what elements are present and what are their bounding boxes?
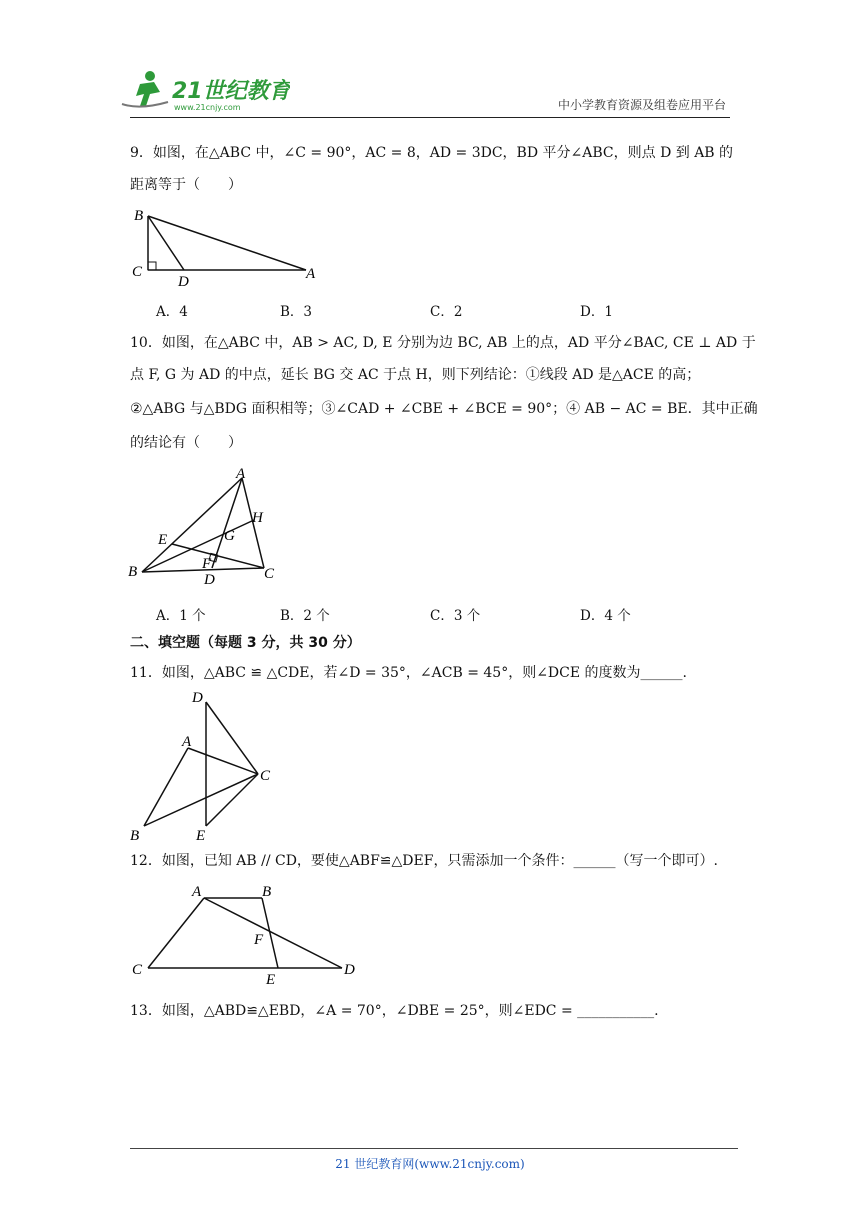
q13-line1: 13．如图，△ABD≌△EBD，∠A = 70°，∠DBE = 25°，则∠EDC = ___________.	[130, 1003, 659, 1019]
q10-label-h: H	[252, 510, 263, 526]
q9-option-c[interactable]: C．2	[430, 304, 463, 320]
q11-label-d: D	[192, 690, 203, 706]
q11-figure	[128, 684, 278, 848]
q10-label-a: A	[236, 468, 246, 482]
q10-line3: ②△ABG 与△BDG 面积相等；③∠CAD + ∠CBE + ∠BCE = 90°；④ AB − AC = BE．其中正确	[130, 401, 758, 417]
header-divider	[130, 117, 730, 118]
runner-icon	[122, 71, 168, 107]
q12-label-d: D	[344, 962, 355, 978]
q12-label-a: A	[192, 884, 202, 900]
q9-label-b: B	[134, 208, 144, 224]
q10-option-b[interactable]: B．2 个	[280, 608, 330, 624]
q9-figure	[128, 204, 328, 292]
q10-option-a[interactable]: A．1 个	[156, 608, 206, 624]
q10-line2: 点 F, G 为 AD 的中点，延长 BG 交 AC 于点 H，则下列结论：①线段 AD 是△ACE 的高；	[130, 367, 701, 383]
section-title-fill-in: 二、填空题（每题 3 分，共 30 分）	[130, 635, 361, 651]
q12-figure	[128, 880, 368, 994]
q9-line2: 距离等于（ ）	[130, 177, 242, 193]
q9-label-a: A	[306, 266, 316, 282]
q9-option-d[interactable]: D．1	[580, 304, 613, 320]
q10-label-b: B	[128, 564, 138, 580]
q9-options	[156, 300, 736, 320]
q9-line1: 9．如图，在△ABC 中，∠C = 90°，AC = 8，AD = 3DC，BD 平分∠ABC，则点 D 到 AB 的	[130, 145, 734, 161]
q12-label-c: C	[132, 962, 143, 978]
q10-figure	[126, 468, 286, 592]
q9-label-d: D	[178, 274, 189, 288]
q10-line1: 10．如图，在△ABC 中，AB > AC, D, E 分别为边 BC, AB 上的点，AD 平分∠BAC, CE ⊥ AD 于	[130, 335, 756, 351]
q12-label-e: E	[266, 972, 276, 988]
q10-option-d[interactable]: D．4 个	[580, 608, 631, 624]
q10-line4: 的结论有（ ）	[130, 435, 242, 451]
q10-label-f: F	[202, 556, 212, 572]
q9-option-b[interactable]: B．3	[280, 304, 313, 320]
footer-divider	[130, 1148, 738, 1149]
q11-line1: 11．如图，△ABC ≌ △CDE，若∠D = 35°，∠ACB = 45°，则∠DCE 的度数为______.	[130, 665, 687, 681]
q10-label-e: E	[158, 532, 168, 548]
q11-label-e: E	[196, 828, 206, 844]
q9-label-c: C	[132, 264, 143, 280]
q10-label-c: C	[264, 566, 275, 582]
q11-label-c: C	[260, 768, 271, 784]
q12-label-b: B	[262, 884, 272, 900]
q9-option-a[interactable]: A．4	[156, 304, 188, 320]
site-logo	[120, 66, 290, 114]
q10-label-d: D	[204, 572, 215, 588]
q11-label-b: B	[130, 828, 140, 844]
q12-label-f: F	[254, 932, 264, 948]
q10-option-c[interactable]: C．3 个	[430, 608, 481, 624]
footer-text[interactable]: 21 世纪教育网(www.21cnjy.com)	[335, 1157, 525, 1171]
q12-line1: 12．如图，已知 AB // CD，要使△ABF≌△DEF，只需添加一个条件：______（写一个即可）.	[130, 853, 718, 869]
logo-url: www.21cnjy.com	[174, 103, 241, 112]
q11-label-a: A	[182, 734, 192, 750]
logo-text: 21世纪教育	[172, 79, 290, 104]
q10-label-g: G	[224, 528, 235, 544]
platform-name: 中小学教育资源及组卷应用平台	[557, 98, 726, 112]
q10-options	[156, 604, 736, 624]
